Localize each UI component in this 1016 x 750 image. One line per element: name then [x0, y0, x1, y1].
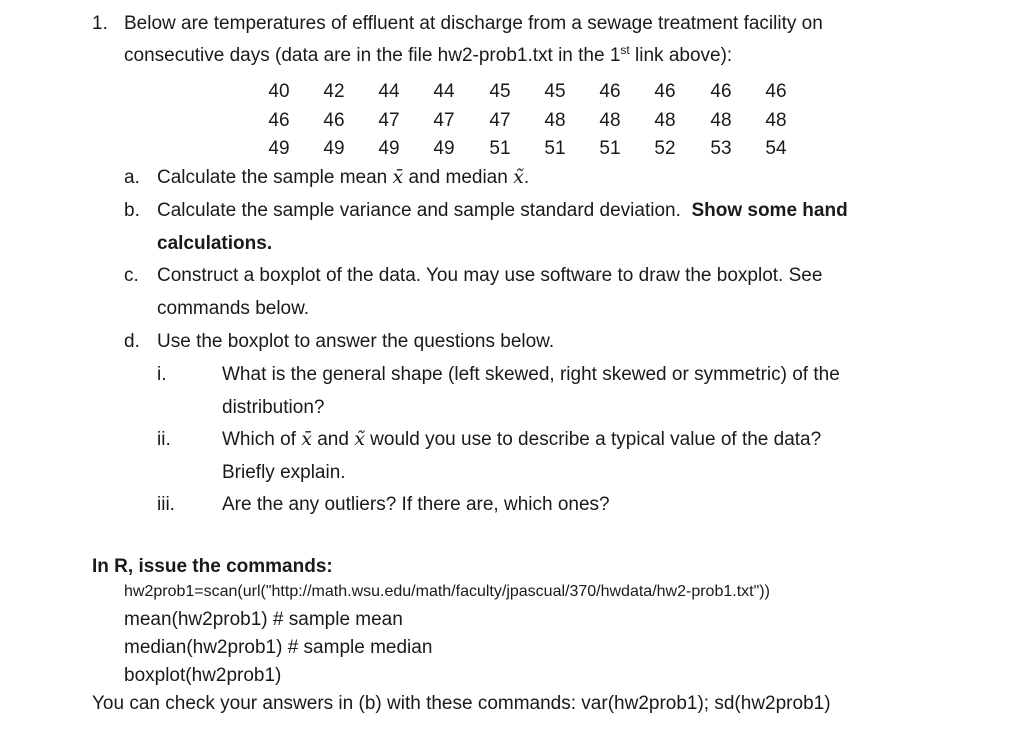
problem-intro-line1: Below are temperatures of effluent at discharge from a sewage treatment facility on [124, 13, 823, 34]
r-command-scan: hw2prob1=scan(url("http://math.wsu.edu/math/faculty/jpascual/370/hwdata/hw2-prob1.txt")) [124, 583, 770, 600]
r-command-boxplot: boxplot(hw2prob1) [124, 665, 282, 686]
data-cell: 49 [378, 138, 400, 159]
data-cell: 48 [654, 110, 676, 131]
part-b-line1 [157, 201, 848, 220]
data-cell: 46 [710, 81, 732, 102]
part-d-text: Use the boxplot to answer the questions below. [157, 331, 555, 352]
part-c-label: c. [124, 265, 139, 286]
part-a-end: . [523, 167, 530, 188]
data-cell: 51 [489, 138, 511, 159]
data-cell: 47 [378, 110, 400, 131]
data-cell: 45 [489, 81, 511, 102]
data-cell: 46 [323, 110, 345, 131]
part-d-ii-line2: Briefly explain. [222, 462, 346, 483]
data-cell: 44 [378, 81, 400, 102]
part-a-label: a. [124, 167, 140, 188]
data-cell: 42 [323, 81, 345, 102]
data-cell: 46 [599, 81, 621, 102]
data-cell: 51 [599, 138, 621, 159]
data-cell: 47 [489, 110, 511, 131]
data-cell: 49 [433, 138, 455, 159]
part-d-ii-mid: and [311, 429, 355, 450]
data-cell: 52 [654, 138, 676, 159]
sample-median-symbol: x̃ [354, 428, 365, 450]
r-section-heading: In R, issue the commands: [92, 556, 333, 577]
part-b-line2: calculations. [157, 233, 273, 254]
data-cell: 44 [433, 81, 455, 102]
part-b-label: b. [124, 200, 140, 221]
part-b-text: Calculate the sample variance and sample standard deviation. [157, 200, 681, 221]
part-d-i-line1: What is the general shape (left skewed, right skewed or symmetric) of the [222, 364, 840, 385]
data-cell: 40 [268, 81, 290, 102]
data-cell: 48 [599, 110, 621, 131]
data-cell: 51 [544, 138, 566, 159]
data-cell: 48 [710, 110, 732, 131]
sample-median-symbol: x̃ [513, 166, 524, 188]
data-cell: 47 [433, 110, 455, 131]
part-a-text [157, 168, 529, 187]
part-d-iii-label: iii. [157, 494, 175, 515]
part-c-line1: Construct a boxplot of the data. You may use software to draw the boxplot. See [157, 265, 823, 286]
data-cell: 46 [268, 110, 290, 131]
data-cell: 48 [765, 110, 787, 131]
part-c-line2: commands below. [157, 298, 310, 319]
part-d-label: d. [124, 331, 140, 352]
sample-mean-symbol: x̄ [301, 428, 312, 450]
intro-line2-end: link above): [629, 45, 733, 66]
r-check-instructions: You can check your answers in (b) with these commands: var(hw2prob1); sd(hw2prob1) [92, 693, 831, 714]
data-cell: 54 [765, 138, 787, 159]
data-cell: 46 [765, 81, 787, 102]
data-cell: 49 [268, 138, 290, 159]
data-cell: 53 [710, 138, 732, 159]
r-command-mean: mean(hw2prob1) # sample mean [124, 609, 403, 630]
sample-mean-symbol: x̄ [392, 166, 404, 188]
part-d-ii-end: would you use to describe a typical value of the data? [364, 429, 822, 450]
data-cell: 49 [323, 138, 345, 159]
data-cell: 48 [544, 110, 566, 131]
part-d-iii-line1: Are the any outliers? If there are, which ones? [222, 494, 610, 515]
part-d-i-label: i. [157, 364, 167, 385]
r-command-median: median(hw2prob1) # sample median [124, 637, 433, 658]
data-cell: 45 [544, 81, 566, 102]
part-b-emphasis: Show some hand [691, 200, 848, 221]
intro-line2-text: consecutive days (data are in the file hw2-prob1.txt in the 1 [124, 45, 621, 66]
problem-intro-line2 [124, 43, 733, 66]
ordinal-suffix: st [620, 43, 630, 57]
part-a-prefix: Calculate the sample mean [157, 167, 393, 188]
part-d-ii-label: ii. [157, 429, 171, 450]
data-cell: 46 [654, 81, 676, 102]
part-d-ii-line1 [222, 430, 821, 449]
part-d-ii-prefix: Which of [222, 429, 302, 450]
part-a-mid: and median [403, 167, 514, 188]
part-d-i-line2: distribution? [222, 397, 325, 418]
problem-number: 1. [92, 13, 108, 34]
